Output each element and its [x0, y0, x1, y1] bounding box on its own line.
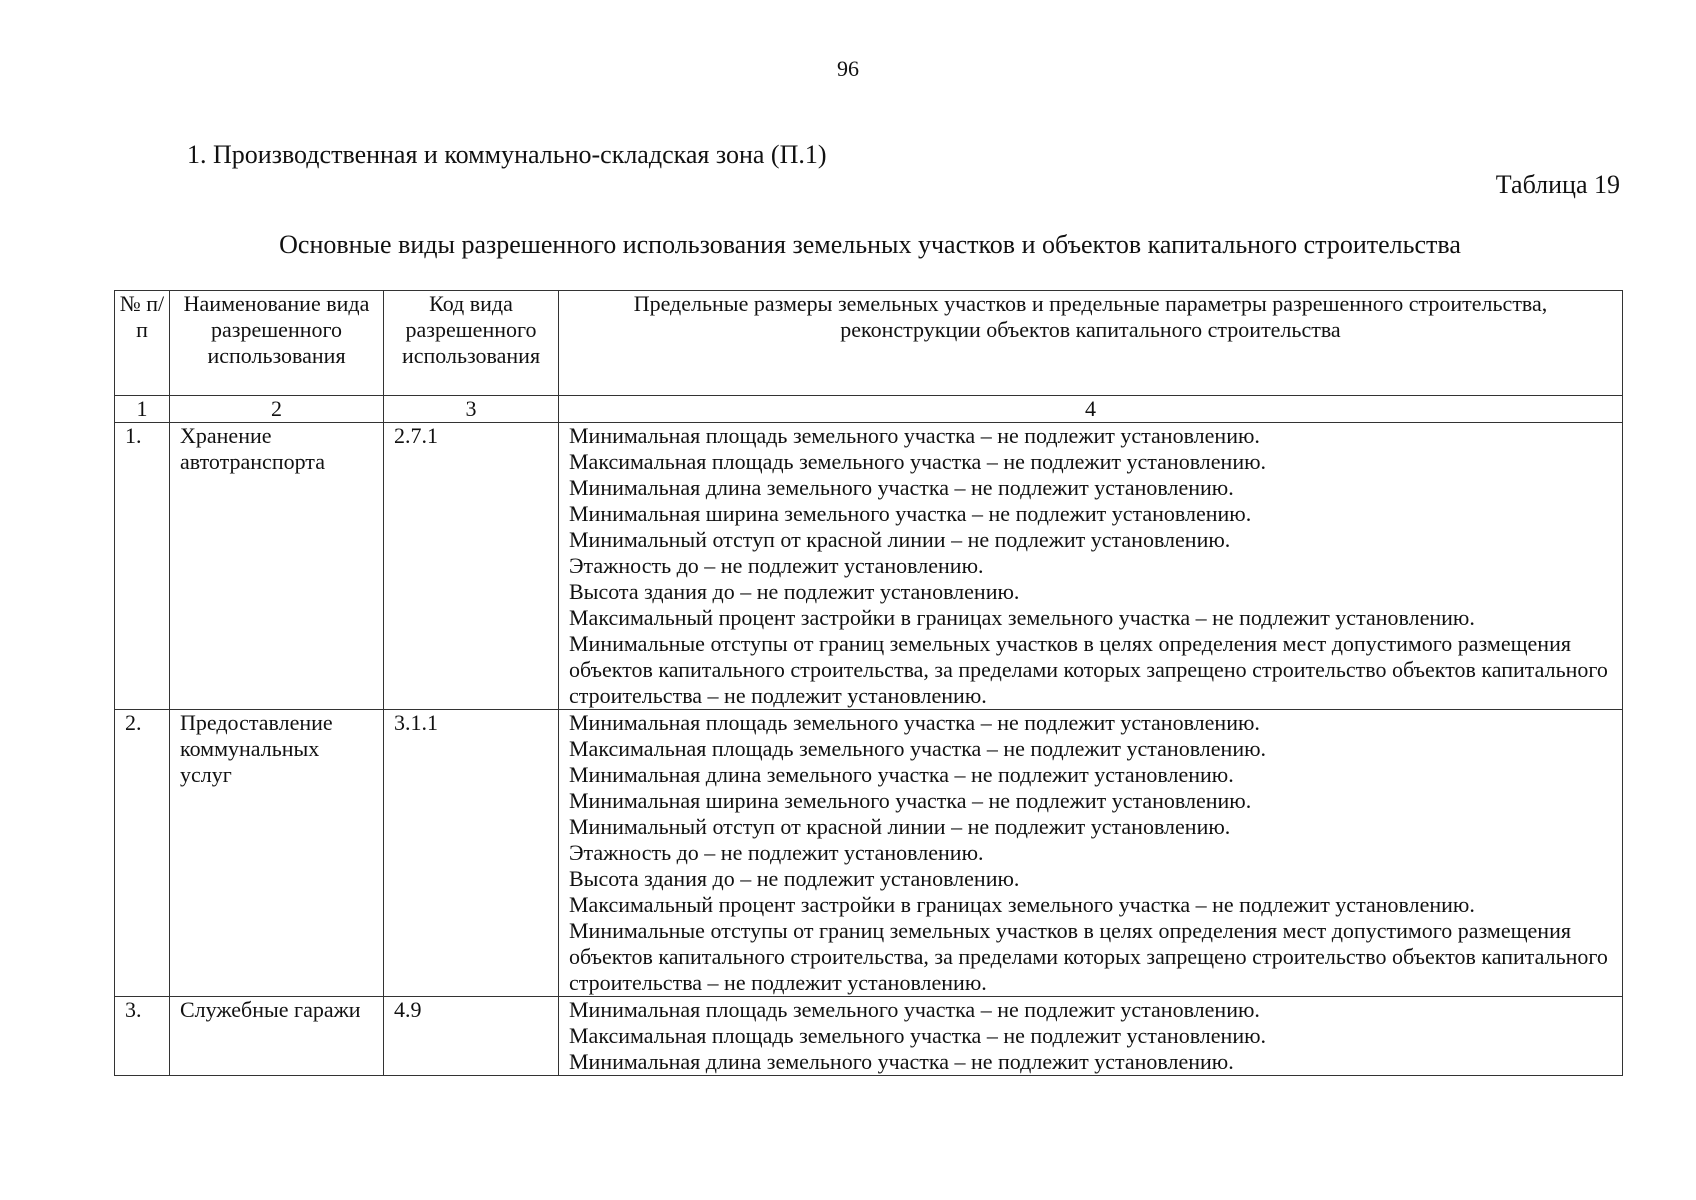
param-line: Минимальная ширина земельного участка – не подлежит установлению.: [569, 501, 1252, 526]
header-row: [115, 291, 1623, 396]
use-name: Служебные гаражи: [170, 997, 384, 1076]
use-name: Предоставление коммунальных услуг: [170, 710, 384, 997]
column-number-cell: 3: [384, 396, 559, 423]
param-line: Минимальная длина земельного участка – не подлежит установлению.: [569, 475, 1234, 500]
use-code: 3.1.1: [384, 710, 559, 997]
param-line: Минимальный отступ от красной линии – не подлежит установлению.: [569, 527, 1231, 552]
param-line: Минимальный отступ от красной линии – не подлежит установлению.: [569, 814, 1231, 839]
header-number: № п/п: [115, 291, 170, 396]
column-number-cell: 1: [115, 396, 170, 423]
table-row: [115, 710, 1623, 997]
table-row: [115, 423, 1623, 710]
column-number-cell: 4: [559, 396, 1623, 423]
param-line: Высота здания до – не подлежит установлению.: [569, 866, 1020, 891]
section-title: 1. Производственная и коммунально-складская зона (П.1): [187, 140, 827, 169]
header-params: Предельные размеры земельных участков и предельные параметры разрешенного строительства, реконструкции объектов капитального строительства: [559, 291, 1623, 396]
use-params: [559, 997, 1623, 1076]
row-number: 3.: [115, 997, 170, 1076]
use-name: Хранение автотранспорта: [170, 423, 384, 710]
table-row: [115, 997, 1623, 1076]
param-line: Максимальный процент застройки в границах земельного участка – не подлежит установлению.: [569, 605, 1475, 630]
table-label: Таблица 19: [1495, 170, 1620, 199]
use-params: [559, 423, 1623, 710]
param-line: Минимальная ширина земельного участка – не подлежит установлению.: [569, 788, 1252, 813]
param-line: Минимальные отступы от границ земельных участков в целях определения мест допустимого размещения объектов капитального строительства, за пределами которых запрещено строительство объектов капитального строительства – не подлежит установлению.: [569, 631, 1608, 708]
header-name: Наименование вида разрешенного использования: [170, 291, 384, 396]
use-params: [559, 710, 1623, 997]
land-use-table: [114, 290, 1623, 1076]
column-number-row: [115, 396, 1623, 423]
param-line: Этажность до – не подлежит установлению.: [569, 553, 984, 578]
table-body: [115, 423, 1623, 1076]
page-number: 96: [837, 56, 859, 81]
param-line: Минимальная площадь земельного участка – не подлежит установлению.: [569, 423, 1260, 448]
param-line: Максимальная площадь земельного участка – не подлежит установлению.: [569, 1023, 1267, 1048]
param-line: Максимальная площадь земельного участка – не подлежит установлению.: [569, 736, 1267, 761]
use-code: 4.9: [384, 997, 559, 1076]
param-line: Этажность до – не подлежит установлению.: [569, 840, 984, 865]
param-line: Максимальная площадь земельного участка – не подлежит установлению.: [569, 449, 1267, 474]
param-line: Минимальная длина земельного участка – не подлежит установлению.: [569, 762, 1234, 787]
param-line: Минимальная площадь земельного участка – не подлежит установлению.: [569, 997, 1260, 1022]
table-title: Основные виды разрешенного использования земельных участков и объектов капитального строительства: [279, 230, 1461, 259]
param-line: Минимальная длина земельного участка – не подлежит установлению.: [569, 1049, 1234, 1074]
header-code: Код вида разрешенного использования: [384, 291, 559, 396]
param-line: Минимальные отступы от границ земельных участков в целях определения мест допустимого размещения объектов капитального строительства, за пределами которых запрещено строительство объектов капитального строительства – не подлежит установлению.: [569, 918, 1608, 995]
param-line: Высота здания до – не подлежит установлению.: [569, 579, 1020, 604]
param-line: Максимальный процент застройки в границах земельного участка – не подлежит установлению.: [569, 892, 1475, 917]
use-code: 2.7.1: [384, 423, 559, 710]
param-line: Минимальная площадь земельного участка – не подлежит установлению.: [569, 710, 1260, 735]
row-number: 2.: [115, 710, 170, 997]
column-number-cell: 2: [170, 396, 384, 423]
row-number: 1.: [115, 423, 170, 710]
